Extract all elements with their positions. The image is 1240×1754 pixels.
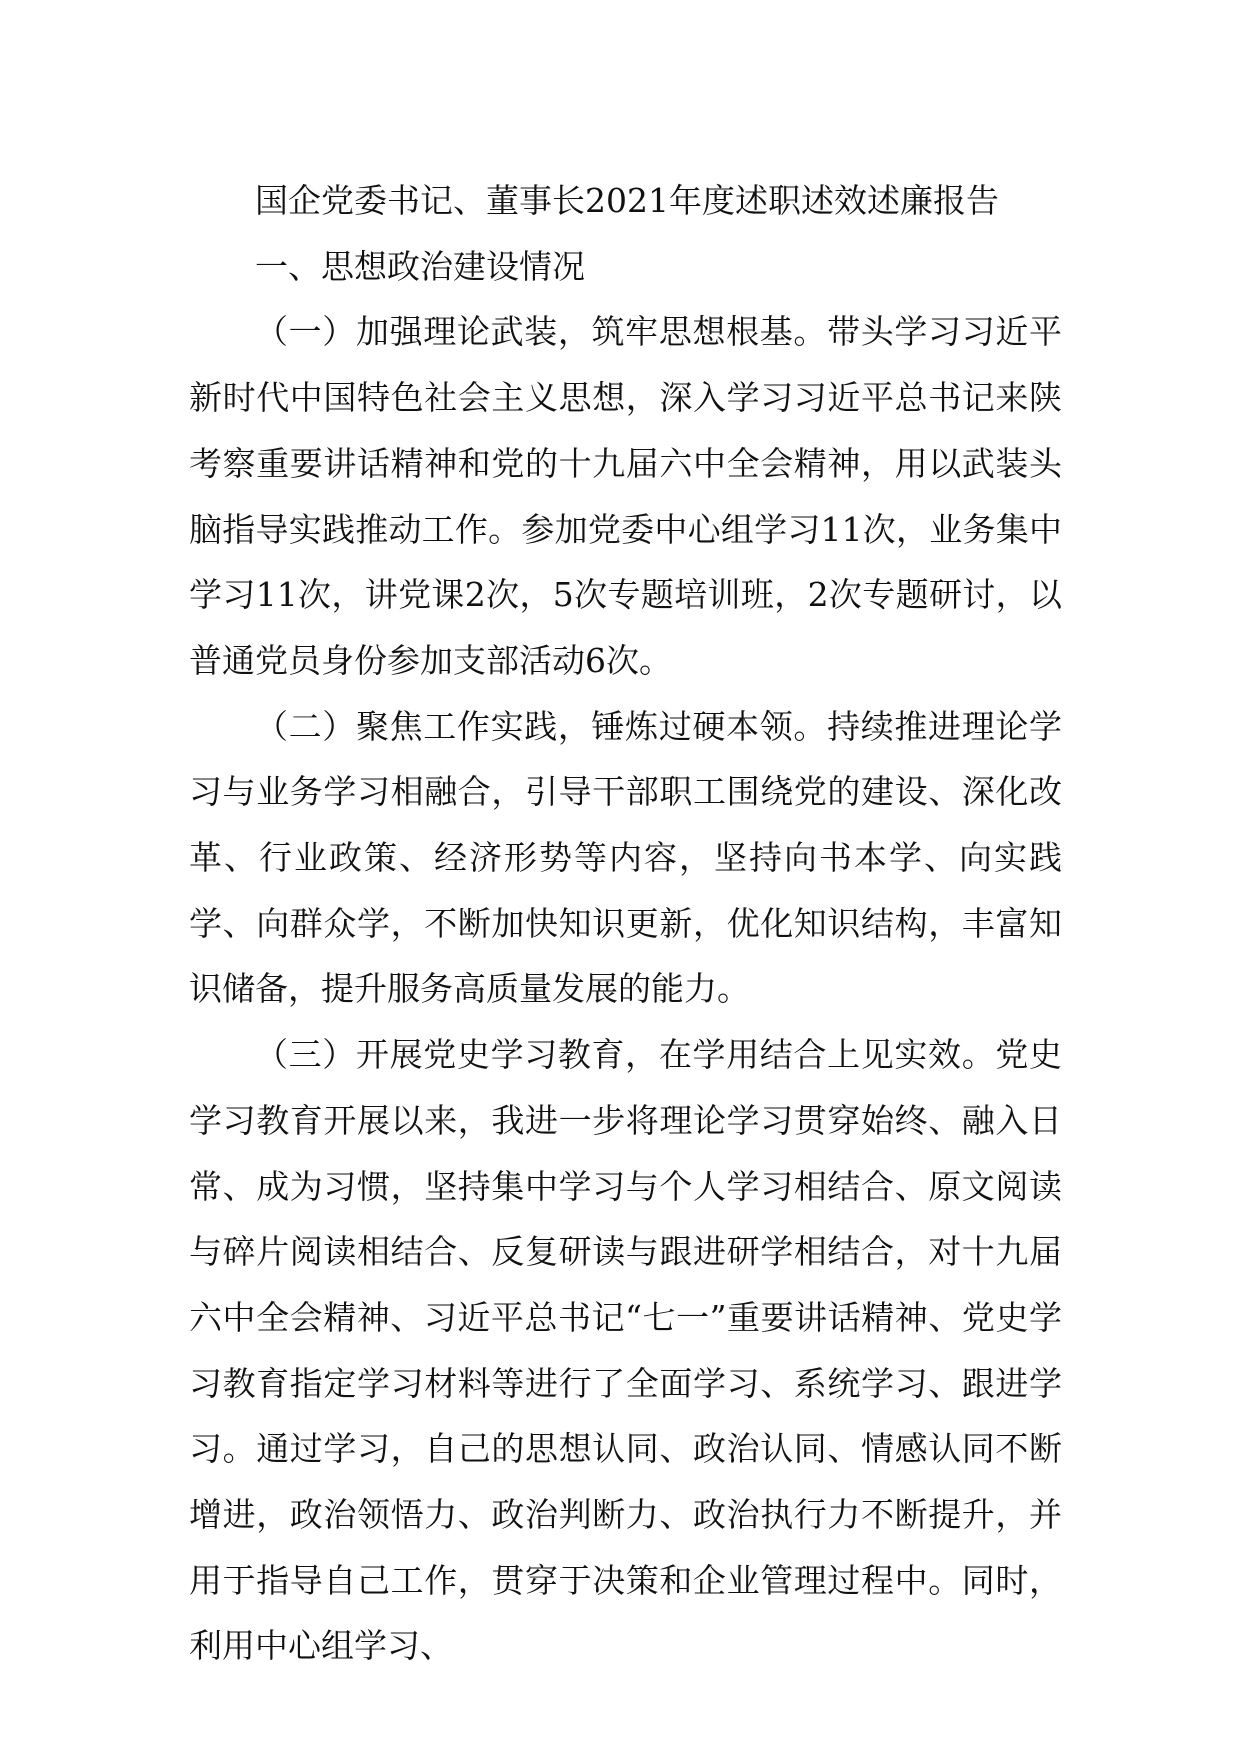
section-heading: 一、思想政治建设情况: [255, 246, 585, 286]
paragraph-theory-study: （一）加强理论武装，筑牢思想根基。带头学习习近平新时代中国特色社会主义思想，深入学习习近平总书记来陕考察重要讲话精神和党的十九届六中全会精神，用以武装头脑指导实践推动工作。参加党委中心组学习11次，业务集中学习11次，讲党课2次，5次专题培训班，2次专题研讨，以普通党员身份参加支部活动6次。: [189, 312, 1062, 680]
paragraph-party-history: （三）开展党史学习教育，在学用结合上见实效。党史学习教育开展以来，我进一步将理论学习贯穿始终、融入日常、成为习惯，坚持集中学习与个人学习相结合、原文阅读与碎片阅读相结合、反复研读与跟进研学相结合，对十九届六中全会精神、习近平总书记“七一”重要讲话精神、党史学习教育指定学习材料等进行了全面学习、系统学习、跟进学习。通过学习，自己的思想认同、政治认同、情感认同不断增进，政治领悟力、政治判断力、政治执行力不断提升，并用于指导自己工作，贯穿于决策和企业管理过程中。同时，利用中心组学习、: [189, 1035, 1062, 1666]
document-title: 国企党委书记、董事长2021年度述职述效述廉报告: [255, 181, 999, 220]
document-body: [189, 168, 1062, 1679]
paragraph-work-practice: （二）聚焦工作实践，锤炼过硬本领。持续推进理论学习与业务学习相融合，引导干部职工围绕党的建设、深化改革、行业政策、经济形势等内容，坚持向书本学、向实践学、向群众学，不断加快知识更新，优化知识结构，丰富知识储备，提升服务高质量发展的能力。: [189, 706, 1062, 1009]
